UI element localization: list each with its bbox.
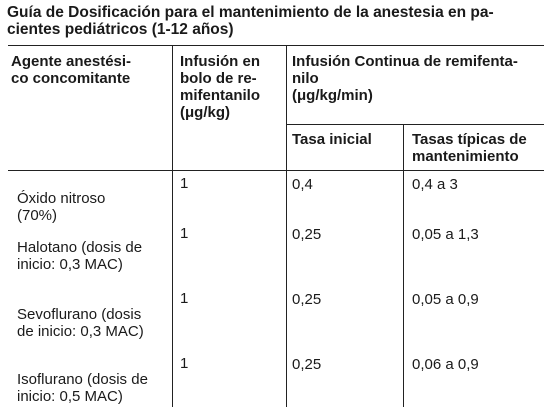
agent-text: inicio: 0,3 MAC) (17, 256, 123, 273)
header-continuous-infusion (292, 53, 518, 104)
table-row-initial: 0,25 (292, 291, 322, 308)
table-row-bolus: 1 (180, 355, 189, 372)
header-divider-rule (286, 124, 544, 125)
table-row-initial: 0,4 (292, 176, 313, 193)
header-text: nilo (292, 70, 319, 87)
agent-text: Halotano (dosis de (17, 239, 143, 256)
table-row-agent (17, 371, 148, 405)
header-text: Infusión en (180, 53, 260, 70)
header-text: (μg/kg) (180, 104, 231, 121)
header-maintenance-rates (412, 131, 527, 165)
header-text: Tasa inicial (292, 131, 372, 148)
table-row-maintenance: 0,06 a 0,9 (412, 356, 479, 373)
table-row-maintenance: 0,05 a 0,9 (412, 291, 479, 308)
column-divider-2 (286, 45, 287, 407)
agent-text: Sevoflurano (dosis (17, 306, 142, 323)
table-row-bolus: 1 (180, 225, 189, 242)
header-text: Agente anestési- (11, 53, 132, 70)
title-line: Guía de Dosificación para el mantenimiento de la anestesia en pa- (7, 4, 494, 21)
column-divider-1 (172, 45, 173, 407)
table-row-bolus: 1 (180, 290, 189, 307)
header-initial-rate (292, 131, 372, 148)
table-row-agent (17, 306, 144, 340)
table-row-initial: 0,25 (292, 356, 322, 373)
header-text: (μg/kg/min) (292, 87, 373, 104)
header-text: Tasas típicas de (412, 131, 527, 148)
header-text: Infusión Continua de remifenta- (292, 53, 518, 70)
header-bolus (180, 53, 260, 121)
agent-text: Isoflurano (dosis de (17, 371, 148, 388)
table-row-maintenance: 0,05 a 1,3 (412, 226, 479, 243)
table-row-maintenance: 0,4 a 3 (412, 176, 458, 193)
agent-text: de inicio: 0,3 MAC) (17, 323, 144, 340)
agent-text: inicio: 0,5 MAC) (17, 388, 123, 405)
title-line: cientes pediátricos (1-12 años) (7, 21, 234, 38)
agent-text: Óxido nitroso (17, 190, 106, 207)
header-bottom-rule (8, 170, 544, 171)
agent-text: (70%) (17, 207, 58, 224)
header-text: mantenimiento (412, 148, 519, 165)
table-row-bolus: 1 (180, 175, 189, 192)
document-title (7, 4, 547, 38)
table-row-initial: 0,25 (292, 226, 322, 243)
header-text: bolo de re- (180, 70, 257, 87)
table-row-agent (17, 190, 105, 224)
column-divider-3 (403, 124, 404, 407)
header-text: co concomitante (11, 70, 131, 87)
header-agent (11, 53, 131, 87)
header-text: mifentanilo (180, 87, 261, 104)
table-top-rule (8, 45, 544, 46)
table-row-agent (17, 239, 142, 273)
